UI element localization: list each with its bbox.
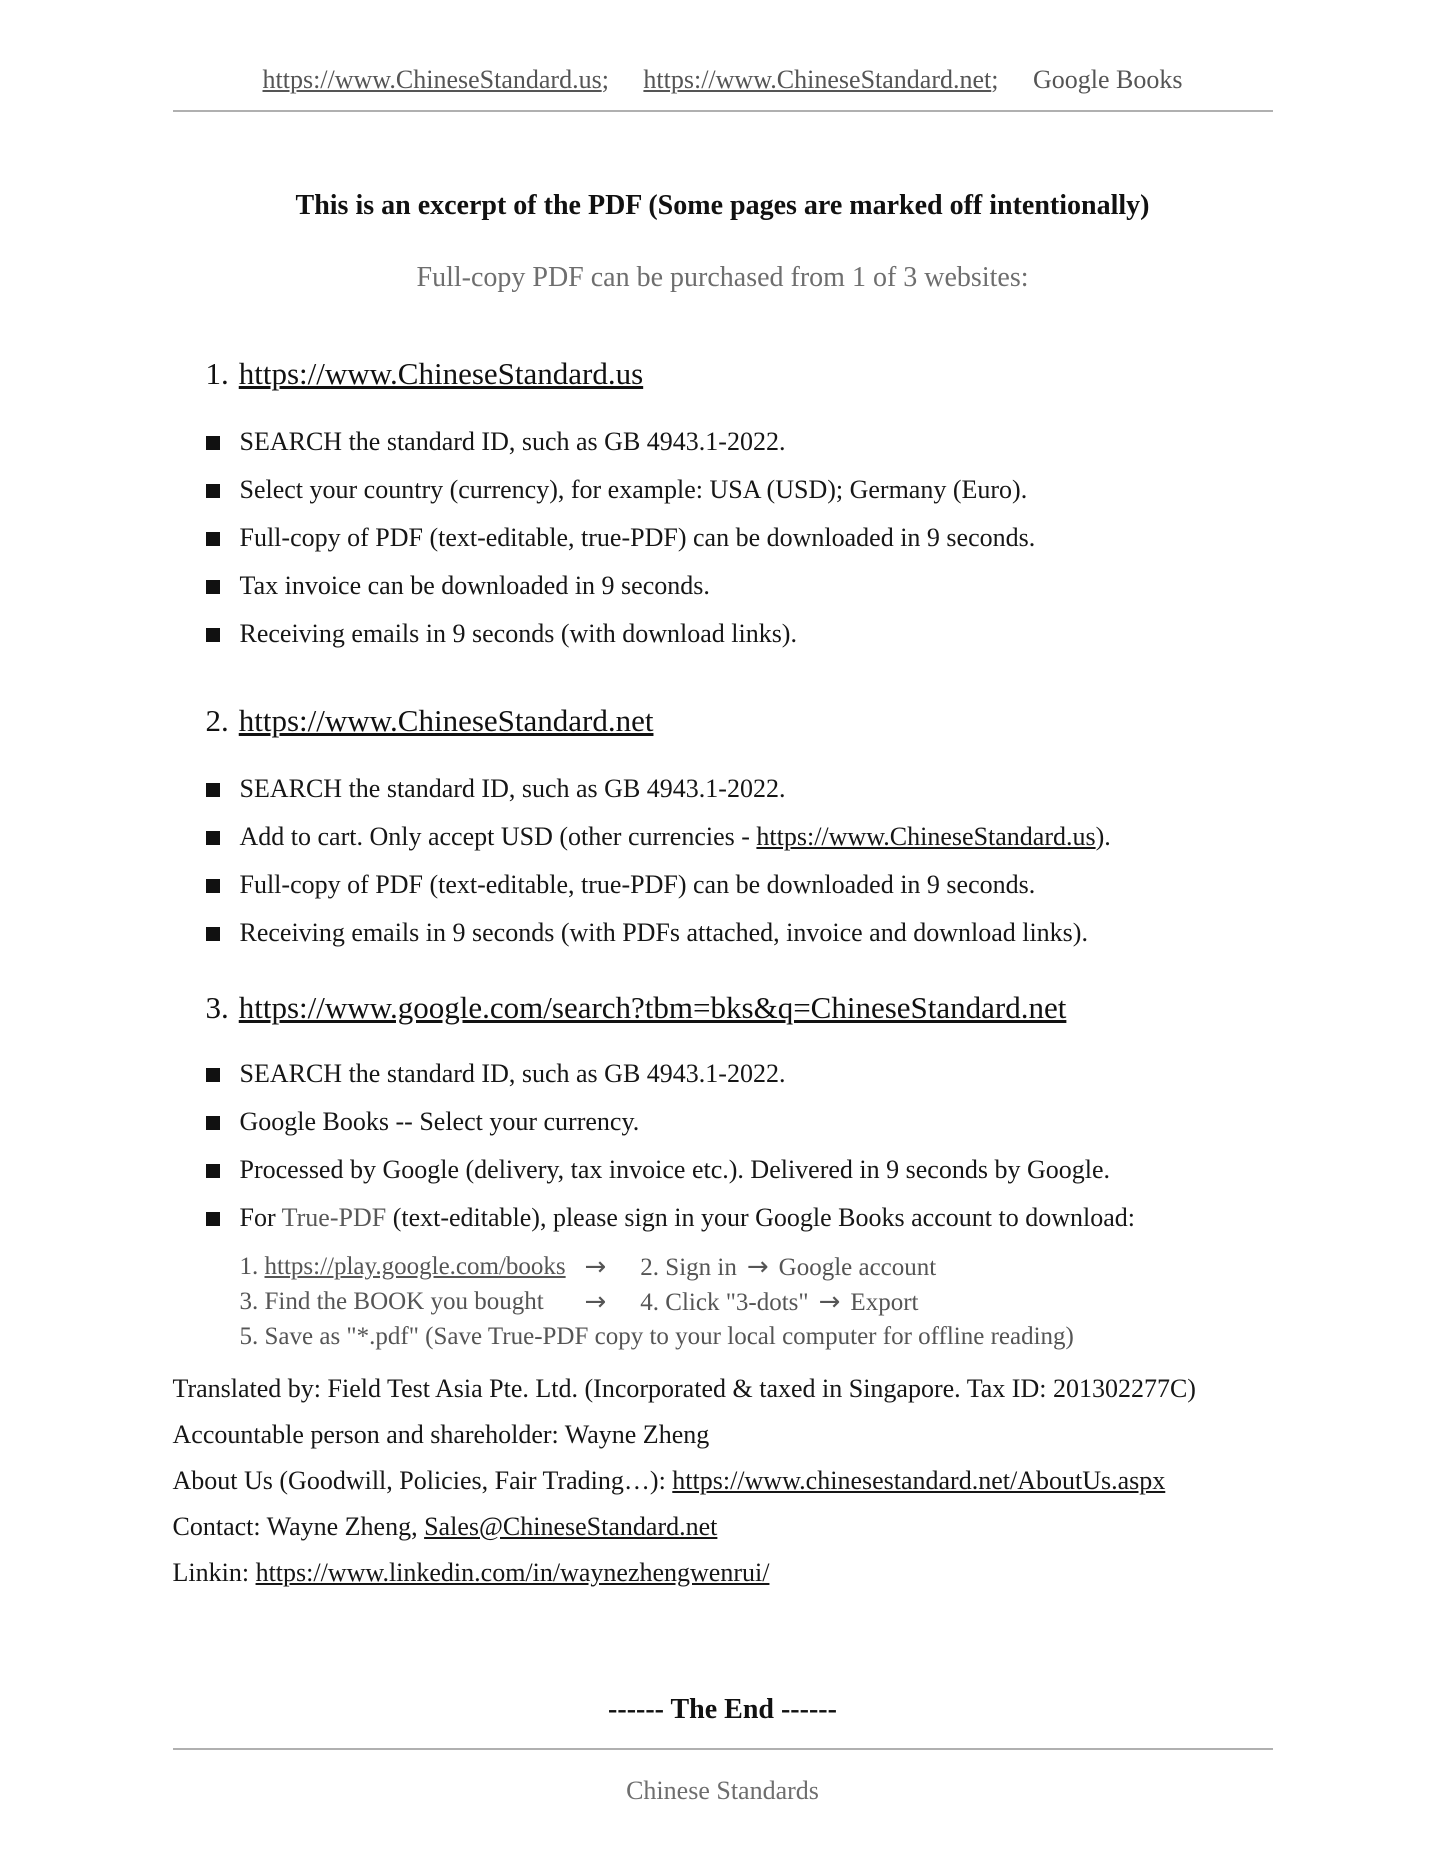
step-text: 4. Click "3-dots" [640, 1289, 809, 1316]
download-steps [173, 1250, 1273, 1354]
bullet-square-icon [206, 1164, 220, 1178]
step-3: 3. Find the BOOK you bought [239, 1288, 544, 1315]
bullet-text [240, 1202, 1135, 1233]
list-item [173, 474, 1273, 505]
bullet-text: Google Books -- Select your currency. [239, 1107, 640, 1136]
bullet-square-icon [206, 783, 220, 797]
arrow-right-icon: → [746, 1252, 769, 1282]
contact-label: Contact: Wayne Zheng, [172, 1512, 425, 1541]
bullet-text: SEARCH the standard ID, such as GB 4943.1-2022. [239, 1059, 786, 1088]
step-row-3 [240, 1320, 1273, 1354]
bullet-square-icon [206, 628, 220, 642]
section-link-google-books-search[interactable]: https://www.google.com/search?tbm=bks&q=ChineseStandard.net [238, 990, 1067, 1025]
bullet-text: SEARCH the standard ID, such as GB 4943.1-2022. [239, 774, 786, 803]
bullet-square-icon [206, 1068, 220, 1082]
bullet-square-icon [206, 927, 220, 941]
header-separator: ; [601, 65, 609, 94]
step-row-1 [240, 1250, 1273, 1285]
section-number: 3. [205, 990, 229, 1025]
true-pdf-label: True-PDF [281, 1203, 387, 1232]
bullet-text-pre: Add to cart. Only accept USD (other currencies - [239, 822, 757, 851]
accountable-person-line: Accountable person and shareholder: Wayne Zheng [172, 1420, 710, 1449]
section-heading [173, 701, 1273, 741]
section-chinesestandard-net [173, 701, 1273, 948]
arrow-right-icon: → [818, 1287, 841, 1317]
bullet-text: Processed by Google (delivery, tax invoice etc.). Delivered in 9 seconds by Google. [239, 1155, 1111, 1184]
bullet-list [173, 773, 1273, 948]
step-number: 1. [239, 1253, 265, 1280]
about-us-label: About Us (Goodwill, Policies, Fair Trading…): [172, 1466, 673, 1495]
bullet-text: Receiving emails in 9 seconds (with download links). [239, 619, 797, 648]
bullet-list [173, 1058, 1273, 1233]
bullet-text: Full-copy of PDF (text-editable, true-PDF) can be downloaded in 9 seconds. [239, 523, 1036, 552]
bullet-text-pre: For [239, 1203, 282, 1232]
bullet-square-icon [206, 1116, 220, 1130]
list-item [173, 618, 1273, 649]
section-heading [173, 988, 1273, 1028]
section-link-chinesestandard-net[interactable]: https://www.ChineseStandard.net [238, 703, 654, 738]
page-footer-text: Chinese Standards [173, 1748, 1273, 1806]
about-us-link[interactable]: https://www.chinesestandard.net/AboutUs.aspx [672, 1466, 1166, 1495]
section-number: 1. [205, 356, 229, 391]
company-info [173, 1374, 1273, 1588]
bullet-text [240, 821, 1111, 852]
header-link-chinesestandard-us[interactable]: https://www.ChineseStandard.us [262, 65, 602, 94]
list-item [173, 1106, 1273, 1137]
list-item [173, 522, 1273, 553]
list-item [173, 821, 1273, 852]
the-end-marker: ------ The End ------ [608, 1694, 837, 1725]
inline-link-chinesestandard-us[interactable]: https://www.ChineseStandard.us [756, 822, 1096, 851]
list-item [173, 1202, 1273, 1233]
linkedin-label: Linkin: [172, 1558, 256, 1587]
section-number: 2. [205, 703, 229, 738]
bullet-text: Select your country (currency), for example: USA (USD); Germany (Euro). [239, 475, 1028, 504]
header-link-chinesestandard-net[interactable]: https://www.ChineseStandard.net [643, 65, 992, 94]
page-title: This is an excerpt of the PDF (Some pages are marked off intentionally) [295, 190, 1150, 221]
linkedin-link[interactable]: https://www.linkedin.com/in/waynezhengwenrui/ [255, 1558, 770, 1587]
list-item [173, 773, 1273, 804]
bullet-text: Full-copy of PDF (text-editable, true-PDF) can be downloaded in 9 seconds. [239, 870, 1036, 899]
step-text: 2. Sign in [640, 1254, 737, 1281]
step-4 [640, 1285, 918, 1320]
translated-by-line: Translated by: Field Test Asia Pte. Ltd. (Incorporated & taxed in Singapore. Tax ID: 201302277C) [172, 1374, 1196, 1403]
arrow-right-icon: → [584, 1287, 607, 1317]
list-item [173, 917, 1273, 948]
bullet-text-post: (text-editable), please sign in your Google Books account to download: [386, 1203, 1135, 1232]
sales-email-link[interactable]: Sales@ChineseStandard.net [424, 1512, 718, 1541]
step-2 [640, 1250, 936, 1285]
bullet-square-icon [206, 879, 220, 893]
play-google-books-link[interactable]: https://play.google.com/books [264, 1253, 566, 1280]
bullet-text: SEARCH the standard ID, such as GB 4943.1-2022. [239, 427, 786, 456]
section-google-books [173, 988, 1273, 1354]
bullet-square-icon [206, 831, 220, 845]
bullet-text: Receiving emails in 9 seconds (with PDFs attached, invoice and download links). [239, 918, 1088, 947]
bullet-text-post: ). [1095, 822, 1111, 851]
section-link-chinesestandard-us[interactable]: https://www.ChineseStandard.us [238, 356, 644, 391]
section-heading [173, 354, 1273, 394]
page-content [173, 0, 1273, 1806]
step-text: Export [850, 1289, 919, 1316]
list-item [173, 869, 1273, 900]
page-subtitle: Full-copy PDF can be purchased from 1 of 3 websites: [416, 262, 1029, 293]
header-separator: ; [991, 65, 999, 94]
step-text: Google account [778, 1254, 937, 1281]
list-item [173, 426, 1273, 457]
page-header [173, 64, 1273, 112]
step-5: 5. Save as "*.pdf" (Save True-PDF copy to your local computer for offline reading) [239, 1323, 1074, 1350]
step-1 [240, 1250, 585, 1285]
header-google-books-label: Google Books [1032, 65, 1183, 94]
linkedin-line [173, 1558, 1273, 1588]
about-us-line [173, 1466, 1273, 1496]
section-chinesestandard-us [173, 354, 1273, 649]
list-item [173, 1154, 1273, 1185]
bullet-text: Tax invoice can be downloaded in 9 seconds. [239, 571, 710, 600]
bullet-square-icon [206, 484, 220, 498]
bullet-square-icon [206, 580, 220, 594]
list-item [173, 570, 1273, 601]
contact-line [173, 1512, 1273, 1542]
list-item [173, 1058, 1273, 1089]
bullet-list [173, 426, 1273, 649]
bullet-square-icon [206, 532, 220, 546]
bullet-square-icon [206, 1212, 220, 1226]
arrow-right-icon: → [584, 1252, 607, 1282]
bullet-square-icon [206, 436, 220, 450]
step-row-2 [240, 1285, 1273, 1320]
